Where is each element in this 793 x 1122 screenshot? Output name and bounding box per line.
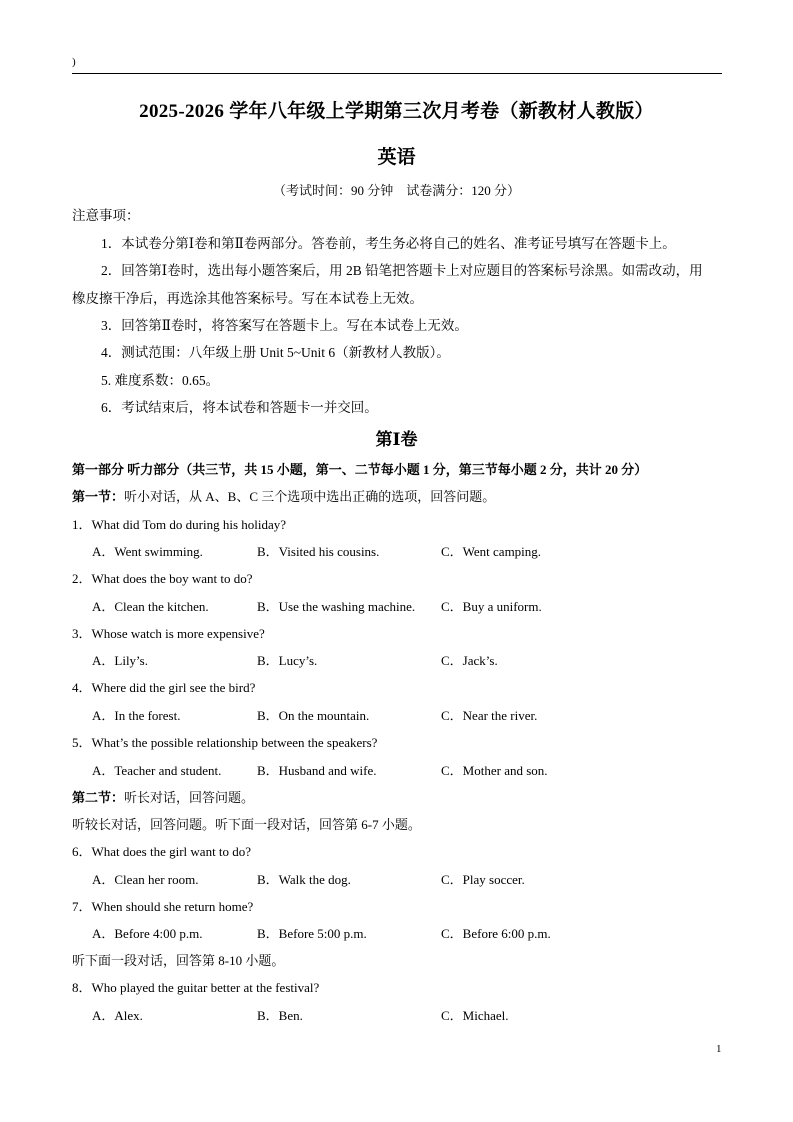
note-item: 5. 难度系数：0.65。 — [101, 373, 220, 388]
option-a: A．Before 4:00 p.m. — [92, 926, 203, 941]
option-b: B．Lucy’s. — [257, 653, 318, 668]
section2-text: 听长对话，回答问题。 — [124, 790, 255, 805]
note-item: 橡皮擦干净后，再选涂其他答案标号。写在本试卷上无效。 — [72, 291, 423, 306]
option-b: B．Husband and wife. — [257, 763, 377, 778]
section2-label: 第二节： — [72, 790, 125, 805]
page-number: 1 — [716, 1043, 722, 1055]
option-a: A．Lily’s. — [92, 653, 148, 668]
option-b: B．Use the washing machine. — [257, 599, 416, 614]
note-item: 4．测试范围：八年级上册 Unit 5~Unit 6（新教材人教版）。 — [101, 345, 450, 360]
exam-info: （考试时间：90 分钟 试卷满分：120 分） — [272, 183, 520, 198]
question-stem: 2．What does the boy want to do? — [72, 571, 253, 586]
volume-heading: 第Ⅰ卷 — [375, 430, 418, 449]
option-c: C．Play soccer. — [441, 872, 525, 887]
question-stem: 5．What’s the possible relationship between the speakers? — [72, 735, 378, 750]
question-stem: 1．What did Tom do during his holiday? — [72, 517, 287, 532]
question-stem: 8．Who played the guitar better at the festival? — [72, 980, 320, 995]
option-c: C．Mother and son. — [441, 763, 548, 778]
header-rule — [72, 73, 722, 74]
option-a: A．Went swimming. — [92, 544, 203, 559]
part1-heading: 第一部分 听力部分（共三节，共 15 小题，第一、二节每小题 1 分，第三节每小题 2 分，共计 20 分） — [72, 462, 648, 477]
option-c: C．Went camping. — [441, 544, 542, 559]
option-b: B．Before 5:00 p.m. — [257, 926, 367, 941]
option-a: A．Alex. — [92, 1008, 143, 1023]
question-stem: 7．When should she return home? — [72, 899, 254, 914]
note-item: 2．回答第Ⅰ卷时，选出每小题答案后，用 2B 铅笔把答题卡上对应题目的答案标号涂黑。如需改动，用 — [101, 263, 703, 278]
option-b: B．Walk the dog. — [257, 872, 351, 887]
option-c: C．Near the river. — [441, 708, 538, 723]
question-stem: 4．Where did the girl see the bird? — [72, 680, 256, 695]
option-a: A．Teacher and student. — [92, 763, 222, 778]
option-a: A．Clean the kitchen. — [92, 599, 209, 614]
option-b: B．Visited his cousins. — [257, 544, 380, 559]
subject-title: 英语 — [377, 147, 416, 168]
note-item: 6．考试结束后，将本试卷和答题卡一并交回。 — [101, 400, 378, 415]
option-c: C．Before 6:00 p.m. — [441, 926, 551, 941]
section2-heading — [72, 787, 254, 806]
option-c: C．Michael. — [441, 1008, 509, 1023]
section1-label: 第一节： — [72, 489, 125, 504]
option-a: A．In the forest. — [92, 708, 181, 723]
option-b: B．On the mountain. — [257, 708, 370, 723]
note-item: 3．回答第Ⅱ卷时，将答案写在答题卡上。写在本试卷上无效。 — [101, 318, 468, 333]
option-c: C．Buy a uniform. — [441, 599, 542, 614]
header-mark: ) — [72, 56, 76, 68]
question-stem: 3．Whose watch is more expensive? — [72, 626, 265, 641]
exam-title: 2025-2026 学年八年级上学期第三次月考卷（新教材人教版） — [139, 101, 654, 122]
section2-instruction: 听较长对话，回答问题。听下面一段对话，回答第 6-7 小题。 — [72, 817, 421, 832]
section1-text: 听小对话，从 A、B、C 三个选项中选出正确的选项，回答问题。 — [124, 489, 496, 504]
question-stem: 6．What does the girl want to do? — [72, 844, 252, 859]
option-c: C．Jack’s. — [441, 653, 498, 668]
option-b: B．Ben. — [257, 1008, 303, 1023]
section2-instruction: 听下面一段对话，回答第 8-10 小题。 — [72, 953, 285, 968]
note-item: 1．本试卷分第Ⅰ卷和第Ⅱ卷两部分。答卷前，考生务必将自己的姓名、准考证号填写在答题卡上。 — [101, 236, 676, 251]
option-a: A．Clean her room. — [92, 872, 199, 887]
notes-heading: 注意事项： — [72, 208, 140, 223]
section1-heading — [72, 486, 495, 505]
